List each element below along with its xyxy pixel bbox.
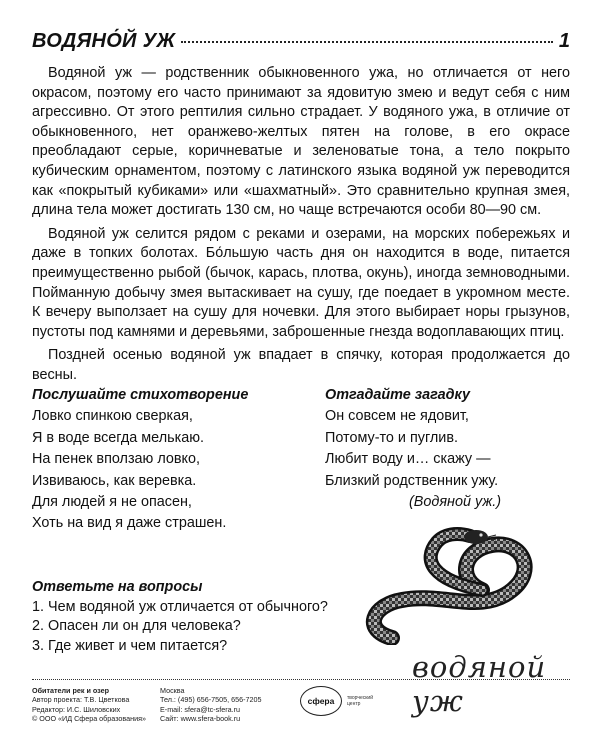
page-title: ВОДЯНО́Й УЖ — [32, 30, 176, 52]
title-leader-dots — [181, 41, 553, 43]
logo-subtitle: творческий центр — [347, 695, 374, 707]
footer-copyright: © ООО «ИД Сфера образования» — [32, 714, 147, 724]
paragraph-1: Водяной уж — родственник обыкновенного ужа, но отличается от него окрасом, поэтому его часто принимают за ядовитую змею и ведут себя с ним агрессивно. От этого рептилия сильно страдает. У водяного ужа, в отличие от обыкновенного, нет оранжево-желтых пятен на голове, в его окрасе преобладают серые, коричневатые и зеленоватые тона, а тело покрыто кубическим орнаментом, поэтому с латинского языка водяной уж переводится как «покрытый кубиками» или «шахматный». Это сравнительно крупная змея, длина тела может достигать 130 см, но чаще встречаются особи 80—90 см. — [32, 65, 570, 219]
footer-author: Автор проекта: Т.В. Цветкова — [32, 695, 130, 705]
paragraph-2: Водяной уж селится рядом с реками и озерами, на морских побережьях и даже в топких болотах. Бо́льшую часть дня он находится в воде, питается преимущественно рыбой (бычок, карась, плотва, окунь), иногда земноводными. Пойманную добычу змея вытаскивает на сушу, где поедает в укромном месте. К вечеру выползает на сушу для ночевки. Для этого выбирает норы грызунов, пустоты под камнями и деревьями, заброшенные гнезда водоплавающих птиц. — [32, 225, 570, 340]
poem-line: Я в воде всегда мелькаю. — [32, 429, 205, 446]
riddle-line: Потому-то и пуглив. — [325, 429, 458, 446]
poem-line: Хоть на вид я даже страшен. — [32, 515, 227, 532]
publisher-logo — [300, 686, 383, 716]
footer-site: Сайт: www.sfera-book.ru — [160, 714, 241, 724]
footer-editor: Редактор: И.С. Шиловских — [32, 704, 121, 714]
poem-block — [32, 385, 248, 535]
footer-email: E-mail: sfera@tc-sfera.ru — [160, 704, 240, 714]
poem-heading: Послушайте стихотворение — [32, 387, 249, 403]
footer-divider — [32, 679, 570, 680]
page-header — [32, 30, 570, 53]
riddle-line: Близкий родственник ужу. — [325, 472, 499, 489]
footer-left — [32, 686, 146, 724]
riddle-line: Любит воду и… скажу — — [325, 451, 491, 468]
question-item: 1. Чем водяной уж отличается от обычного? — [32, 598, 328, 615]
riddle-answer: (Водяной уж.) — [409, 494, 502, 511]
logo-circle: сфера — [300, 686, 342, 716]
question-item: 3. Где живет и чем питается? — [32, 637, 228, 654]
poem-line: Извиваюсь, как веревка. — [32, 472, 197, 489]
riddle-block — [325, 385, 501, 513]
riddle-line: Он совсем не ядовит, — [325, 408, 469, 425]
footer-tel: Тел.: (495) 656-7505, 656-7205 — [160, 695, 262, 705]
page-number: 1 — [558, 30, 570, 52]
poem-line: На пенек вползаю ловко, — [32, 451, 201, 468]
footer-series: Обитатели рек и озер — [32, 686, 110, 695]
paragraph-3: Поздней осенью водяной уж впадает в спячку, которая продолжается до весны. — [32, 347, 570, 383]
footer-contacts — [160, 686, 261, 724]
question-item: 2. Опасен ли он для человека? — [32, 618, 241, 635]
riddle-heading: Отгадайте загадку — [325, 387, 470, 403]
footer-city: Москва — [160, 686, 185, 695]
poem-line: Ловко спинкою сверкая, — [32, 408, 193, 425]
questions-block — [32, 578, 328, 656]
article-text — [32, 64, 570, 390]
questions-heading: Ответьте на вопросы — [32, 579, 203, 595]
snake-illustration — [362, 520, 562, 645]
poem-line: Для людей я не опасен, — [32, 494, 192, 511]
illustration-caption: водяной уж — [412, 650, 547, 718]
